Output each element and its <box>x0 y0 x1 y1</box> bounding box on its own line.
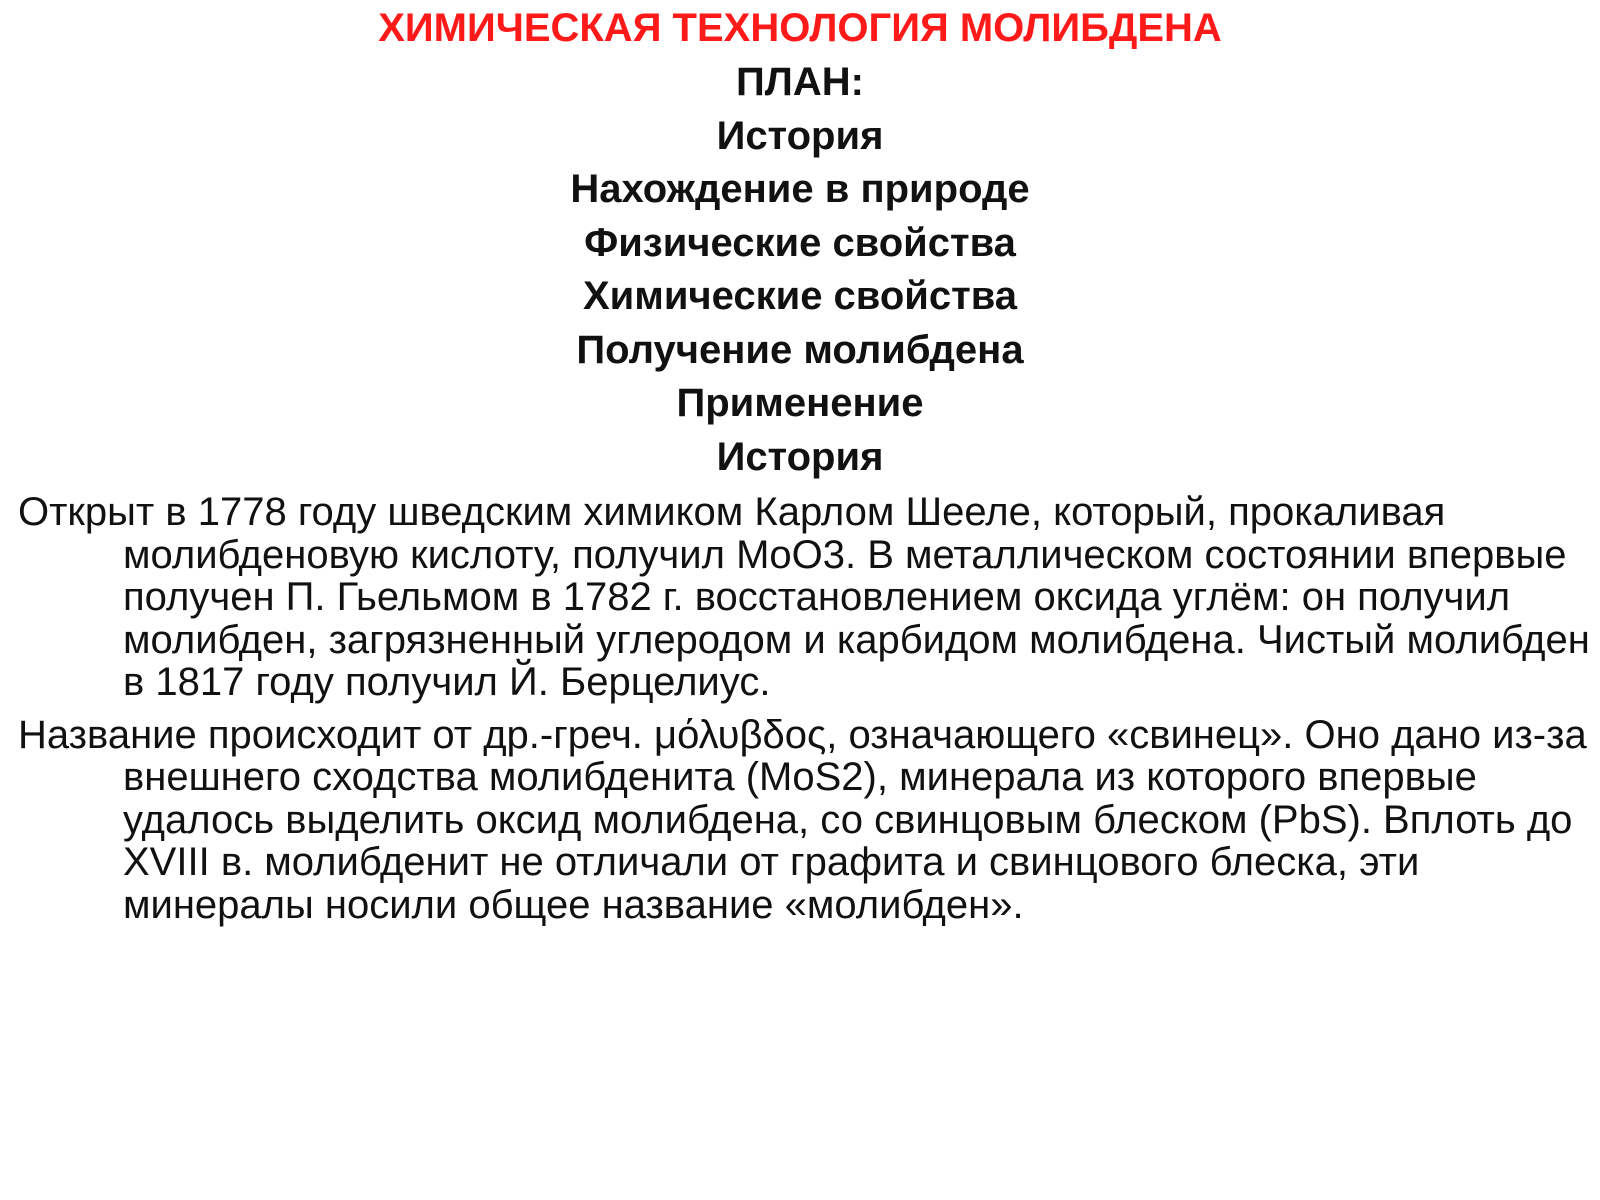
section-body <box>18 491 1593 936</box>
plan-item-occurrence: Нахождение в природе <box>570 167 1030 211</box>
plan-item-production: Получение молибдена <box>576 327 1024 372</box>
paragraph-discovery: Открыт в 1778 году шведским химиком Карлом Шееле, который, прокаливая молибденовую кислоту, получил MoO3. В металлическом состоянии впервые получен П. Гьельмом в 1782 г. восстановлением оксида углём: он получил молибден, загрязненный углеродом и карбидом молибдена. Чистый молибден в 1817 году получил Й. Берцелиус. <box>18 490 1590 704</box>
paragraph-etymology: Название происходит от др.-греч. μόλυβδος, означающего «свинец». Оно дано из-за внешнего сходства молибденита (MoS2), минерала из которого впервые удалось выделить оксид молибдена, со свинцовым блеском (PbS). Вплоть до XVIII в. молибденит не отличали от графита и свинцового блеска, эти минералы носили общее название «молибден». <box>18 712 1587 927</box>
plan-list <box>0 56 1600 484</box>
plan-heading: ПЛАН: <box>736 60 864 104</box>
plan-item-physical-properties: Физические свойства <box>584 220 1016 265</box>
plan-item-history: История <box>716 113 884 158</box>
plan-item-chemical-properties: Химические свойства <box>582 274 1018 318</box>
plan-item-application: Применение <box>676 381 924 425</box>
section-heading: История <box>716 434 884 479</box>
slide-title: ХИМИЧЕСКАЯ ТЕХНОЛОГИЯ МОЛИБДЕНА <box>378 6 1222 50</box>
